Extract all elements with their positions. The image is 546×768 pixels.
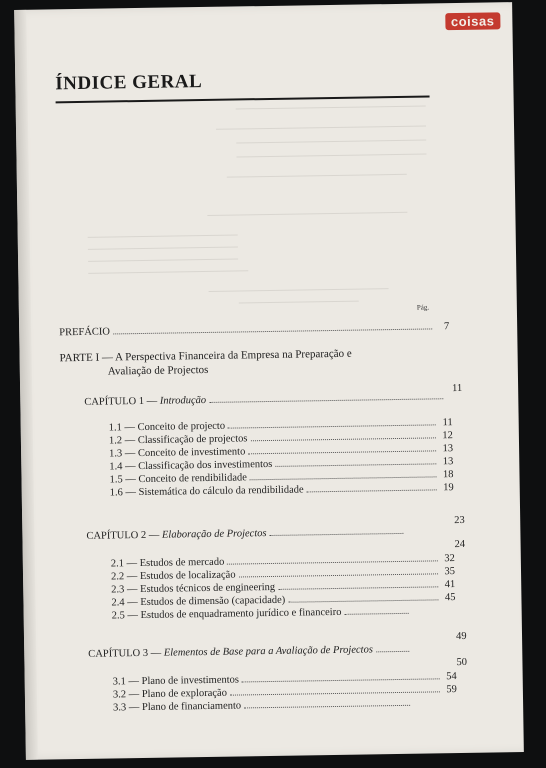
toc-entry-chapter-1 — [84, 391, 446, 408]
entry-label: 1.5 — Conceito de rendibilidade — [109, 472, 247, 486]
leader-dots — [275, 462, 436, 467]
entry-page: 23 — [454, 514, 465, 527]
entry-page: 45 — [444, 592, 456, 604]
watermark-logo: coisas — [445, 12, 501, 30]
entry-page: 32 — [444, 553, 455, 565]
table-of-contents — [59, 321, 468, 714]
entry-page: 35 — [444, 566, 456, 578]
entry-label: 2.5 — Estudos de enquadramento jurídico e financeiro — [111, 606, 342, 622]
toc-entry-3-3 — [113, 698, 413, 714]
entry-page: 50 — [456, 656, 468, 669]
entry-label: 1.3 — Conceito de investimento — [109, 446, 246, 460]
toc-entry-2-5 — [112, 606, 412, 622]
entry-label: 1.6 — Sistemática do cálculo da rendibilidade — [109, 484, 304, 499]
leader-dots — [344, 612, 408, 615]
leader-dots — [242, 677, 440, 682]
toc-entry-parte-1 — [60, 346, 420, 380]
page-gutter — [14, 10, 38, 760]
entry-page: 13 — [442, 456, 454, 468]
entry-page: 11 — [442, 417, 453, 429]
entry-page: 19 — [443, 482, 454, 494]
entry-label: 3.2 — Plano de exploração — [112, 687, 228, 701]
leader-dots — [239, 572, 438, 577]
leader-dots — [244, 704, 410, 709]
book-page — [14, 2, 524, 760]
entry-page: 59 — [446, 684, 457, 696]
entry-page: 12 — [442, 430, 453, 442]
entry-label: PREFÁCIO — [59, 326, 111, 339]
leader-dots — [209, 397, 443, 403]
leader-dots — [270, 532, 404, 536]
entry-label: 1.4 — Classificação dos investimentos — [109, 458, 273, 473]
leader-dots — [113, 327, 432, 334]
entry-label: 2.2 — Estudos de localização — [110, 569, 236, 583]
leader-dots — [250, 436, 436, 441]
entry-page: 13 — [442, 443, 454, 455]
chapter-prefix: CAPÍTULO 1 — — [84, 395, 160, 408]
chapter-title: Elementos de Base para a Avaliação de Projectos — [163, 644, 373, 659]
leader-dots — [250, 475, 437, 480]
toc-entry-prefacio — [59, 321, 449, 338]
chapter-prefix: CAPÍTULO 2 — — [86, 529, 163, 542]
chapter-prefix: CAPÍTULO 3 — — [88, 647, 164, 660]
chapter-title: Elaboração de Projectos — [161, 528, 267, 541]
leader-dots — [228, 423, 436, 428]
entry-label: 2.1 — Estudos de mercado — [110, 556, 225, 570]
entry-page: 54 — [446, 671, 457, 683]
entry-page: 49 — [455, 630, 467, 643]
entry-label: 1.2 — Classificação de projectos — [108, 433, 248, 447]
leader-dots — [376, 650, 409, 653]
entry-label: 3.3 — Plano de financiamento — [113, 700, 242, 714]
entry-label: 3.1 — Plano de investimentos — [112, 674, 240, 688]
leader-dots — [230, 690, 440, 695]
entry-page: 41 — [444, 579, 456, 591]
entry-label: PARTE I — A Perspectiva Financeira da Empresa na Preparação e — [59, 347, 352, 365]
entry-label: 2.4 — Estudos de dimensão (capacidade) — [111, 594, 286, 609]
page-column-header: Pág. — [416, 303, 430, 312]
entry-page: 18 — [442, 469, 454, 481]
chapter-title: Introdução — [159, 394, 207, 407]
show-through-text — [56, 103, 449, 319]
entry-label-continued: Avaliação de Projectos — [107, 363, 209, 378]
entry-page: 11 — [452, 382, 463, 395]
title-rule — [56, 95, 430, 103]
page-title: ÍNDICE GERAL — [55, 71, 203, 95]
toc-entry-chapter-2 — [86, 526, 406, 542]
entry-label: 2.3 — Estudos técnicos de engineering — [111, 581, 276, 596]
entry-page: 24 — [454, 538, 466, 551]
leader-dots — [248, 449, 436, 454]
leader-dots — [307, 488, 437, 492]
leader-dots — [288, 598, 438, 602]
entry-label: 1.1 — Conceito de projecto — [108, 420, 226, 434]
leader-dots — [278, 585, 438, 590]
toc-entry-chapter-3 — [88, 644, 412, 660]
leader-dots — [227, 559, 438, 564]
entry-page: 7 — [443, 321, 450, 333]
